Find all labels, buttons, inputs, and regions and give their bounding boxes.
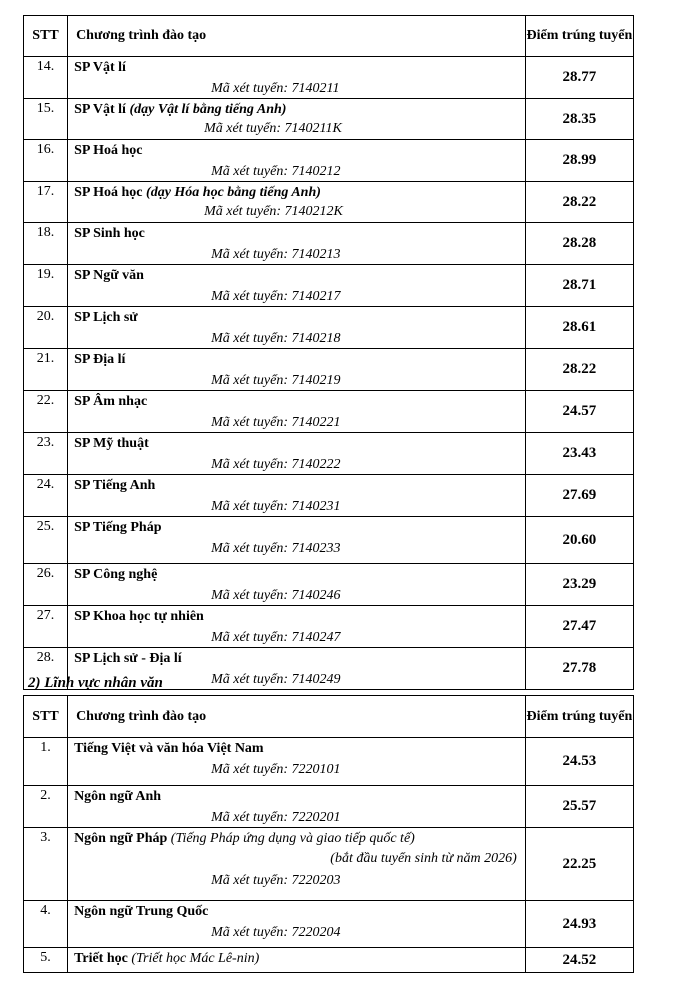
table-row: [24, 182, 634, 223]
row-score: 28.35: [525, 99, 633, 140]
program-name: SP Mỹ thuật: [74, 436, 149, 451]
row-program: [68, 223, 526, 265]
table-row: [24, 517, 634, 564]
program-note: (Tiếng Pháp ứng dụng và giao tiếp quốc tế): [170, 831, 415, 846]
admission-code: Mã xét tuyển: 7140211K: [204, 121, 342, 136]
program-name: Ngôn ngữ Pháp: [74, 831, 168, 846]
row-score: 25.57: [525, 786, 633, 828]
row-score: 24.57: [525, 391, 633, 433]
admission-code: Mã xét tuyển: 7220201: [211, 810, 341, 825]
table-row: [24, 606, 634, 648]
row-stt: 23.: [24, 433, 68, 475]
program-name: SP Vật lí: [74, 102, 126, 117]
program-name: SP Khoa học tự nhiên: [74, 609, 204, 624]
table-row: [24, 828, 634, 901]
row-score: 28.22: [525, 349, 633, 391]
row-program: [68, 182, 526, 223]
row-score: 23.43: [525, 433, 633, 475]
row-program: [68, 786, 526, 828]
row-score: 24.52: [525, 948, 633, 973]
program-note: (dạy Hóa học bằng tiếng Anh): [146, 185, 321, 200]
row-score: 27.47: [525, 606, 633, 648]
program-name: SP Công nghệ: [74, 567, 158, 582]
admission-code: Mã xét tuyển: 7140221: [211, 415, 341, 430]
program-name: SP Lịch sử - Địa lí: [74, 651, 182, 666]
admission-table-2: [23, 695, 634, 973]
table-row: [24, 901, 634, 948]
program-name: SP Địa lí: [74, 352, 126, 367]
row-program: [68, 391, 526, 433]
admission-code: Mã xét tuyển: 7140231: [211, 499, 341, 514]
admission-code: Mã xét tuyển: 7140217: [211, 289, 341, 304]
admission-code: Mã xét tuyển: 7140218: [211, 331, 341, 346]
row-stt: 4.: [24, 901, 68, 948]
row-program: [68, 517, 526, 564]
header-stt: STT: [24, 696, 68, 738]
program-name: Ngôn ngữ Trung Quốc: [74, 904, 209, 919]
table-header: [24, 696, 634, 738]
program-name: SP Hoá học: [74, 143, 143, 158]
table-row: [24, 265, 634, 307]
row-program: [68, 57, 526, 99]
row-program: [68, 433, 526, 475]
row-score: 28.99: [525, 140, 633, 182]
table-row: [24, 564, 634, 606]
table-row: [24, 948, 634, 973]
row-score: 27.78: [525, 648, 633, 690]
table-row: [24, 140, 634, 182]
row-score: 28.61: [525, 307, 633, 349]
table-row: [24, 57, 634, 99]
program-extra-note: (bắt đầu tuyển sinh từ năm 2026): [330, 851, 517, 866]
row-stt: 16.: [24, 140, 68, 182]
program-name: Tiếng Việt và văn hóa Việt Nam: [74, 741, 264, 756]
header-score: Điểm trúng tuyển: [525, 696, 633, 738]
section-heading: 2) Lĩnh vực nhân văn: [28, 675, 163, 691]
program-name: SP Hoá học: [74, 185, 143, 200]
table-row: [24, 475, 634, 517]
header-stt: STT: [24, 16, 68, 57]
row-stt: 28.: [24, 648, 68, 690]
row-score: 22.25: [525, 828, 633, 901]
row-score: 28.77: [525, 57, 633, 99]
row-stt: 15.: [24, 99, 68, 140]
row-stt: 21.: [24, 349, 68, 391]
table-row: [24, 223, 634, 265]
table-row: [24, 738, 634, 786]
row-stt: 14.: [24, 57, 68, 99]
admission-code: Mã xét tuyển: 7140212K: [204, 204, 343, 219]
row-program: [68, 901, 526, 948]
row-stt: 3.: [24, 828, 68, 901]
row-stt: 26.: [24, 564, 68, 606]
row-program: [68, 564, 526, 606]
admission-code: Mã xét tuyển: 7140212: [211, 164, 341, 179]
row-program: [68, 948, 526, 973]
row-stt: 18.: [24, 223, 68, 265]
row-score: 27.69: [525, 475, 633, 517]
admission-table-1: [23, 15, 634, 690]
admission-code: Mã xét tuyển: 7140249: [211, 672, 341, 687]
row-stt: 20.: [24, 307, 68, 349]
program-name: SP Ngữ văn: [74, 268, 144, 283]
program-note: (Triết học Mác Lê-nin): [131, 951, 260, 966]
row-stt: 1.: [24, 738, 68, 786]
table-row: [24, 307, 634, 349]
admission-code: Mã xét tuyển: 7140219: [211, 373, 341, 388]
row-stt: 22.: [24, 391, 68, 433]
row-stt: 5.: [24, 948, 68, 973]
program-note: (dạy Vật lí bằng tiếng Anh): [129, 102, 287, 117]
row-score: 28.71: [525, 265, 633, 307]
admission-code: Mã xét tuyển: 7220101: [211, 762, 341, 777]
row-score: 28.22: [525, 182, 633, 223]
program-name: SP Âm nhạc: [74, 394, 148, 409]
row-stt: 17.: [24, 182, 68, 223]
row-score: 28.28: [525, 223, 633, 265]
table-row: [24, 99, 634, 140]
program-name: SP Lịch sử: [74, 310, 138, 325]
row-stt: 27.: [24, 606, 68, 648]
program-name: Ngôn ngữ Anh: [74, 789, 162, 804]
program-name: SP Tiếng Anh: [74, 478, 156, 493]
row-program: [68, 828, 526, 901]
row-program: [68, 265, 526, 307]
program-name: SP Vật lí: [74, 60, 126, 75]
row-score: 24.53: [525, 738, 633, 786]
admission-code: Mã xét tuyển: 7140222: [211, 457, 341, 472]
row-program: [68, 475, 526, 517]
row-program: [68, 99, 526, 140]
header-program: Chương trình đào tạo: [68, 16, 526, 57]
program-name: SP Tiếng Pháp: [74, 520, 162, 535]
row-program: [68, 606, 526, 648]
row-program: [68, 738, 526, 786]
admission-code: Mã xét tuyển: 7140233: [211, 541, 341, 556]
admission-code: Mã xét tuyển: 7140211: [211, 81, 340, 96]
row-program: [68, 140, 526, 182]
row-score: 23.29: [525, 564, 633, 606]
row-program: [68, 307, 526, 349]
admission-code: Mã xét tuyển: 7140213: [211, 247, 341, 262]
row-program: [68, 349, 526, 391]
row-stt: 2.: [24, 786, 68, 828]
row-score: 24.93: [525, 901, 633, 948]
table-row: [24, 349, 634, 391]
table-row: [24, 433, 634, 475]
table-row: [24, 786, 634, 828]
row-score: 20.60: [525, 517, 633, 564]
row-stt: 24.: [24, 475, 68, 517]
header-score: Điểm trúng tuyển: [525, 16, 633, 57]
admission-code: Mã xét tuyển: 7220203: [211, 873, 341, 888]
table-header: [24, 16, 634, 57]
table-row: [24, 391, 634, 433]
admission-code: Mã xét tuyển: 7140247: [211, 630, 341, 645]
header-program: Chương trình đào tạo: [68, 696, 526, 738]
row-stt: 19.: [24, 265, 68, 307]
admission-code: Mã xét tuyển: 7140246: [211, 588, 341, 603]
admission-code: Mã xét tuyển: 7220204: [211, 925, 341, 940]
program-name: Triết học: [74, 951, 128, 966]
row-stt: 25.: [24, 517, 68, 564]
program-name: SP Sinh học: [74, 226, 145, 241]
